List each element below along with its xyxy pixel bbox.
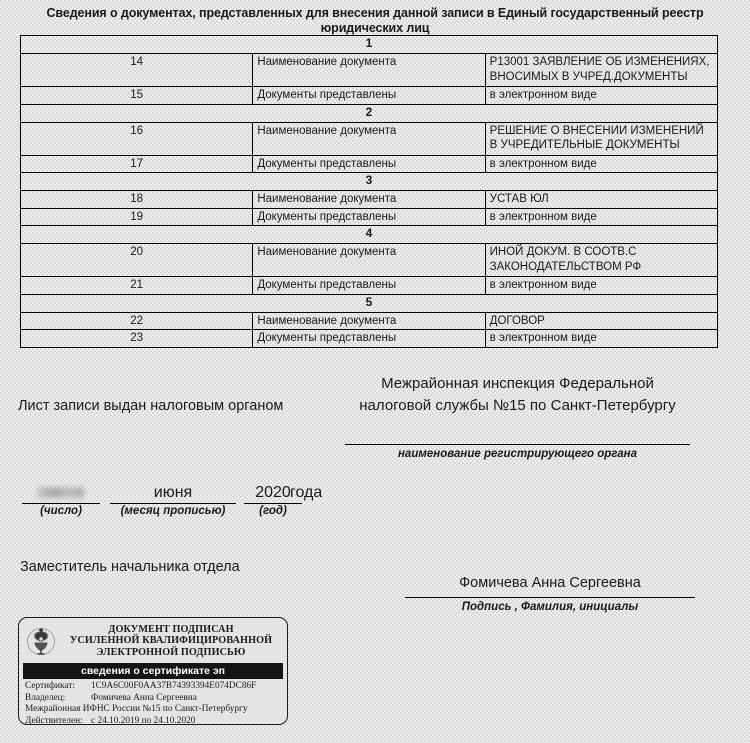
stamp-certificate-key: Сертификат:	[25, 681, 75, 691]
issue-month-cell	[110, 483, 236, 519]
authority-underline	[345, 444, 690, 445]
document-group-number: 4	[21, 226, 718, 244]
registering-authority-name: Межрайонная инспекция Федеральной налоговой службы №15 по Санкт-Петербургу	[359, 375, 676, 414]
signature-underline	[405, 597, 695, 598]
table-row	[21, 122, 718, 155]
row-label-cell: Наименование документа	[253, 191, 485, 209]
stamp-owner-key: Владелец:	[25, 692, 66, 703]
row-value-cell: ИНОЙ ДОКУМ. В СООТВ.С ЗАКОНОДАТЕЛЬСТВОМ РФ	[485, 244, 717, 277]
table-row	[21, 191, 718, 209]
row-label-cell: Документы представлены	[253, 330, 485, 348]
row-label-cell: Наименование документа	[253, 54, 485, 87]
row-value-cell: в электронном виде	[485, 208, 717, 226]
document-group-number: 2	[21, 104, 718, 122]
row-label-cell: Документы представлены	[253, 87, 485, 105]
row-number-cell: 18	[21, 191, 253, 209]
table-row	[21, 155, 718, 173]
russian-coat-of-arms-icon	[21, 621, 61, 661]
table-row	[21, 312, 718, 330]
redacted-day	[38, 487, 84, 498]
document-group-header	[21, 173, 718, 191]
row-value-cell: Р13001 ЗАЯВЛЕНИЕ ОБ ИЗМЕНЕНИЯХ, ВНОСИМЫХ В УЧРЕД.ДОКУМЕНТЫ	[485, 54, 717, 87]
row-value-cell: ДОГОВОР	[485, 312, 717, 330]
document-group-header	[21, 294, 718, 312]
row-number-cell: 22	[21, 312, 253, 330]
stamp-certificate-details	[19, 679, 287, 725]
row-number-cell: 20	[21, 244, 253, 277]
row-value-cell: в электронном виде	[485, 87, 717, 105]
row-value-cell: в электронном виде	[485, 155, 717, 173]
stamp-owner-value: Фомичева Анна Сергеевна	[91, 692, 197, 703]
table-row	[21, 244, 718, 277]
issue-year-caption: (год)	[259, 505, 287, 517]
table-row	[21, 208, 718, 226]
row-number-cell: 21	[21, 277, 253, 295]
signer-name: Фомичева Анна Сергеевна	[459, 575, 641, 591]
row-label-cell: Наименование документа	[253, 244, 485, 277]
stamp-validity-value: с 24.10.2019 по 24.10.2020	[91, 715, 196, 725]
documents-table-body	[21, 36, 718, 348]
issue-year-value: 2020	[244, 483, 302, 504]
stamp-title	[61, 624, 283, 659]
row-value-cell: РЕШЕНИЕ О ВНЕСЕНИИ ИЗМЕНЕНИЙ В УЧРЕДИТЕЛЬНЫЕ ДОКУМЕНТЫ	[485, 122, 717, 155]
stamp-certificate-row	[25, 681, 282, 693]
table-row	[21, 54, 718, 87]
document-group-header	[21, 226, 718, 244]
document-group-header	[21, 36, 718, 54]
stamp-validity-row	[25, 716, 282, 725]
row-number-cell: 15	[21, 87, 253, 105]
stamp-header	[19, 618, 287, 663]
row-number-cell: 14	[21, 54, 253, 87]
table-row	[21, 87, 718, 105]
stamp-certificate-value: 1C9A6C00F0AA37B74393394E074DC86F	[91, 681, 257, 691]
issue-date-row	[22, 483, 302, 519]
row-number-cell: 16	[21, 122, 253, 155]
stamp-validity-key: Действителен:	[25, 715, 83, 725]
document-group-number: 5	[21, 294, 718, 312]
issue-day-value	[22, 483, 100, 504]
row-number-cell: 19	[21, 208, 253, 226]
table-row	[21, 277, 718, 295]
issue-day-caption: (число)	[40, 505, 82, 517]
issue-day-cell	[22, 483, 100, 519]
row-label-cell: Наименование документа	[253, 312, 485, 330]
stamp-owner-row	[25, 693, 282, 705]
stamp-organization: Межрайонная ИФНС России №15 по Санкт-Петербургу	[25, 704, 248, 715]
stamp-title-line3: ЭЛЕКТРОННОЙ ПОДПИСЬЮ	[96, 646, 246, 658]
issue-month-value: июня	[110, 483, 236, 504]
stamp-certificate-band: сведения о сертификате эп	[23, 663, 283, 679]
row-label-cell: Документы представлены	[253, 208, 485, 226]
row-number-cell: 17	[21, 155, 253, 173]
documents-table	[20, 35, 718, 348]
row-number-cell: 23	[21, 330, 253, 348]
page-title: Сведения о документах, представленных для внесения данной записи в Единый государственный реестр юридических лиц	[46, 6, 704, 35]
document-group-number: 3	[21, 173, 718, 191]
document-group-number: 1	[21, 36, 718, 54]
row-value-cell: в электронном виде	[485, 277, 717, 295]
authority-caption: наименование регистрирующего органа	[397, 448, 638, 460]
row-value-cell: УСТАВ ЮЛ	[485, 191, 717, 209]
year-suffix-label: года	[290, 484, 323, 501]
document-group-header	[21, 104, 718, 122]
stamp-title-line1: ДОКУМЕНТ ПОДПИСАН	[108, 623, 234, 635]
issued-by-label: Лист записи выдан налоговым органом	[18, 398, 284, 414]
electronic-signature-stamp	[18, 617, 288, 725]
row-label-cell: Документы представлены	[253, 155, 485, 173]
issue-month-caption: (месяц прописью)	[120, 505, 226, 517]
table-row	[21, 330, 718, 348]
signature-caption: Подпись , Фамилия, инициалы	[461, 601, 639, 613]
row-label-cell: Документы представлены	[253, 277, 485, 295]
stamp-title-line2: УСИЛЕННОЙ КВАЛИФИЦИРОВАННОЙ	[69, 635, 273, 647]
row-label-cell: Наименование документа	[253, 122, 485, 155]
row-value-cell: в электронном виде	[485, 330, 717, 348]
signer-position: Заместитель начальника отдела	[20, 559, 240, 575]
